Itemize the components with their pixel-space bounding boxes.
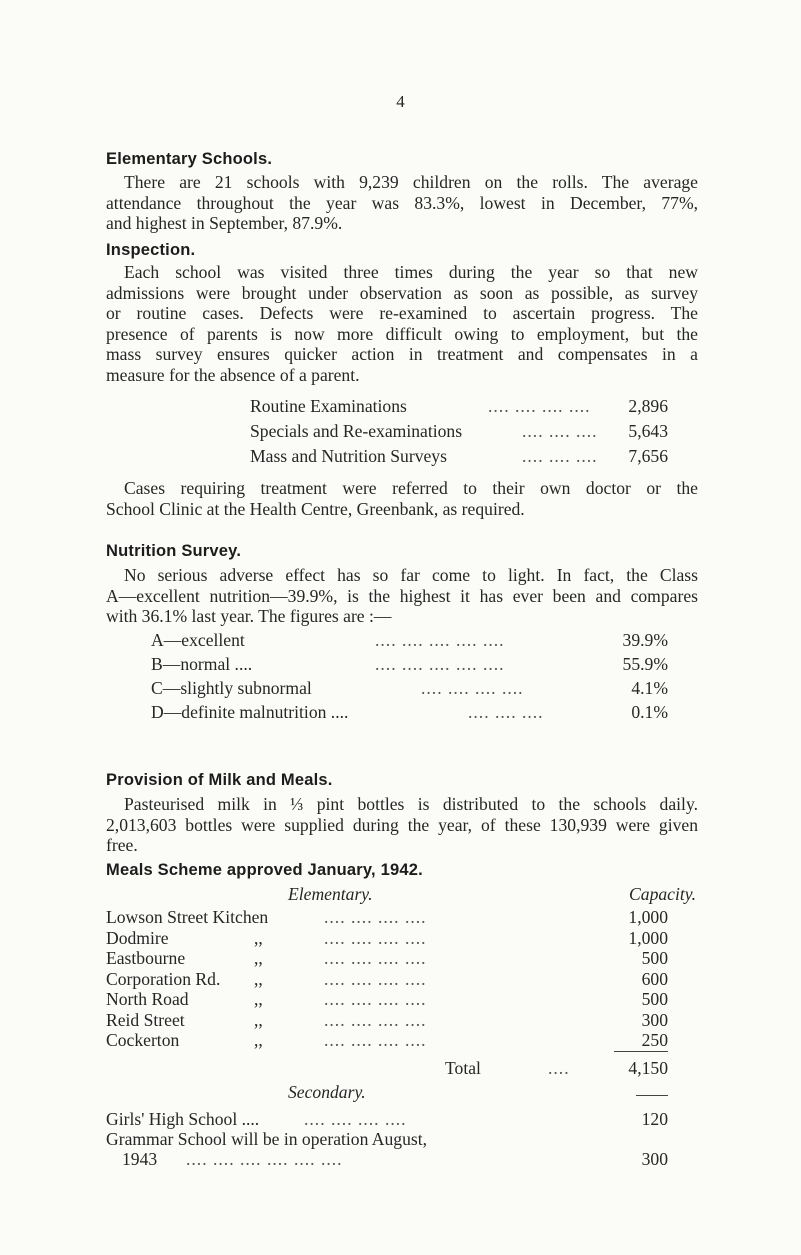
- kitchen-name: Reid Street: [106, 1009, 185, 1030]
- leader-dots: .... .... ....: [468, 702, 544, 722]
- row-value: 300: [641, 1149, 668, 1169]
- text-line: mass survey ensures quicker action in treatment and compensates in a: [106, 344, 698, 365]
- ditto-mark: ,,: [254, 948, 263, 968]
- kitchen-capacity: 500: [641, 989, 668, 1009]
- kitchen-name: Eastbourne: [106, 948, 186, 968]
- ditto-mark: ,,: [254, 968, 263, 989]
- kitchen-capacity: 600: [641, 968, 668, 989]
- row-value: 0.1%: [631, 702, 668, 722]
- kitchen-name: Dodmire: [106, 927, 169, 948]
- row-value: 120: [641, 1109, 668, 1129]
- nutrition-heading: Nutrition Survey.: [106, 542, 242, 560]
- row-label: A—excellent: [151, 630, 245, 650]
- leader-dots: .... .... ....: [522, 446, 598, 466]
- ditto-mark: ,,: [254, 927, 263, 948]
- text-line: attendance throughout the year was 83.3%, lowest in December, 77%,: [106, 192, 698, 213]
- text-line: No serious adverse effect has so far come to light. In fact, the Class: [124, 565, 698, 585]
- leader-dots: .... .... .... ....: [324, 1009, 427, 1030]
- row-label: 1943: [122, 1149, 158, 1169]
- text-line: Each school was visited three times during the year so that new: [124, 262, 698, 282]
- row-label: Grammar School will be in operation August,: [106, 1129, 428, 1149]
- kitchen-name: Cockerton: [106, 1030, 180, 1050]
- row-label: C—slightly subnormal: [151, 678, 312, 698]
- kitchen-name: North Road: [106, 989, 189, 1009]
- row-label: Routine Examinations: [250, 396, 407, 416]
- text-line: presence of parents is now more difficult owing to employment, but the: [106, 323, 698, 344]
- referral-paragraph: [106, 478, 698, 519]
- ditto-mark: ,,: [254, 1030, 263, 1050]
- kitchen-capacity: 1,000: [628, 907, 668, 927]
- milk-paragraph: [106, 794, 698, 856]
- kitchen-name: Corporation Rd.: [106, 968, 221, 989]
- leader-dots: .... .... .... .... ....: [375, 630, 505, 650]
- meals-heading: Meals Scheme approved January, 1942.: [106, 861, 423, 879]
- leader-dots: .... .... .... ....: [324, 948, 427, 968]
- text-line: There are 21 schools with 9,239 children on the rolls. The average: [124, 172, 698, 192]
- text-line: Pasteurised milk in ⅓ pint bottles is distributed to the schools daily.: [124, 794, 698, 814]
- text-line: and highest in September, 87.9%.: [106, 213, 343, 234]
- text-line: with 36.1% last year. The figures are :—: [106, 606, 392, 627]
- row-value: 7,656: [628, 446, 668, 466]
- capacity-column-label: Capacity.: [629, 884, 696, 904]
- kitchen-capacity: 500: [641, 948, 668, 968]
- kitchen-capacity: 300: [641, 1009, 668, 1030]
- total-value: 4,150: [628, 1058, 668, 1078]
- row-label: Mass and Nutrition Surveys: [250, 446, 447, 466]
- leader-dots: .... .... .... ....: [304, 1109, 407, 1129]
- secondary-rule: [636, 1095, 668, 1096]
- leader-dots: .... .... .... ....: [324, 989, 427, 1009]
- row-value: 4.1%: [631, 678, 668, 698]
- kitchen-capacity: 250: [641, 1030, 668, 1050]
- text-line: School Clinic at the Health Centre, Greenbank, as required.: [106, 498, 525, 519]
- elementary-heading: Elementary Schools.: [106, 150, 273, 168]
- row-label: Girls' High School ....: [106, 1109, 260, 1129]
- kitchen-capacity: 1,000: [628, 927, 668, 948]
- page-number: 4: [396, 92, 405, 111]
- text-line: admissions were brought under observation as soon as possible, as survey: [106, 282, 698, 303]
- ditto-mark: ,,: [254, 1009, 263, 1030]
- kitchen-name: Lowson Street Kitchen: [106, 907, 269, 927]
- ditto-mark: ,,: [254, 989, 263, 1009]
- leader-dots: .... .... .... .... .... ....: [186, 1149, 343, 1169]
- text-line: 2,013,603 bottles were supplied during the year, of these 130,939 were given: [106, 814, 698, 835]
- secondary-label: Secondary.: [288, 1082, 366, 1102]
- elementary-paragraph: [106, 172, 698, 234]
- total-rule: [614, 1051, 668, 1052]
- leader-dots: .... .... ....: [522, 421, 598, 441]
- row-label: Specials and Re-examinations: [250, 421, 463, 441]
- text-line: measure for the absence of a parent.: [106, 364, 360, 385]
- leader-dots: ....: [548, 1058, 570, 1078]
- row-value: 2,896: [628, 396, 668, 416]
- text-line: or routine cases. Defects were re-examined to ascertain progress. The: [106, 303, 698, 324]
- leader-dots: .... .... .... ....: [324, 1030, 427, 1050]
- row-value: 55.9%: [622, 654, 668, 674]
- leader-dots: .... .... .... .... ....: [375, 654, 505, 674]
- text-line: Cases requiring treatment were referred to their own doctor or the: [124, 478, 698, 498]
- leader-dots: .... .... .... ....: [324, 927, 427, 948]
- elementary-column-label: Elementary.: [288, 884, 373, 904]
- row-value: 39.9%: [622, 630, 668, 650]
- inspection-heading: Inspection.: [106, 241, 196, 259]
- leader-dots: .... .... .... ....: [324, 907, 427, 927]
- row-value: 5,643: [628, 421, 668, 441]
- text-line: A—excellent nutrition—39.9%, is the highest it has ever been and compares: [106, 585, 698, 606]
- nutrition-paragraph: [106, 565, 698, 627]
- row-label: D—definite malnutrition ....: [151, 702, 349, 722]
- total-label: Total: [445, 1058, 481, 1078]
- leader-dots: .... .... .... ....: [324, 968, 427, 989]
- text-line: free.: [106, 835, 138, 856]
- row-label: B—normal ....: [151, 654, 253, 674]
- inspection-paragraph: [106, 262, 698, 386]
- leader-dots: .... .... .... ....: [488, 396, 591, 416]
- milk-heading: Provision of Milk and Meals.: [106, 771, 333, 789]
- leader-dots: .... .... .... ....: [421, 678, 524, 698]
